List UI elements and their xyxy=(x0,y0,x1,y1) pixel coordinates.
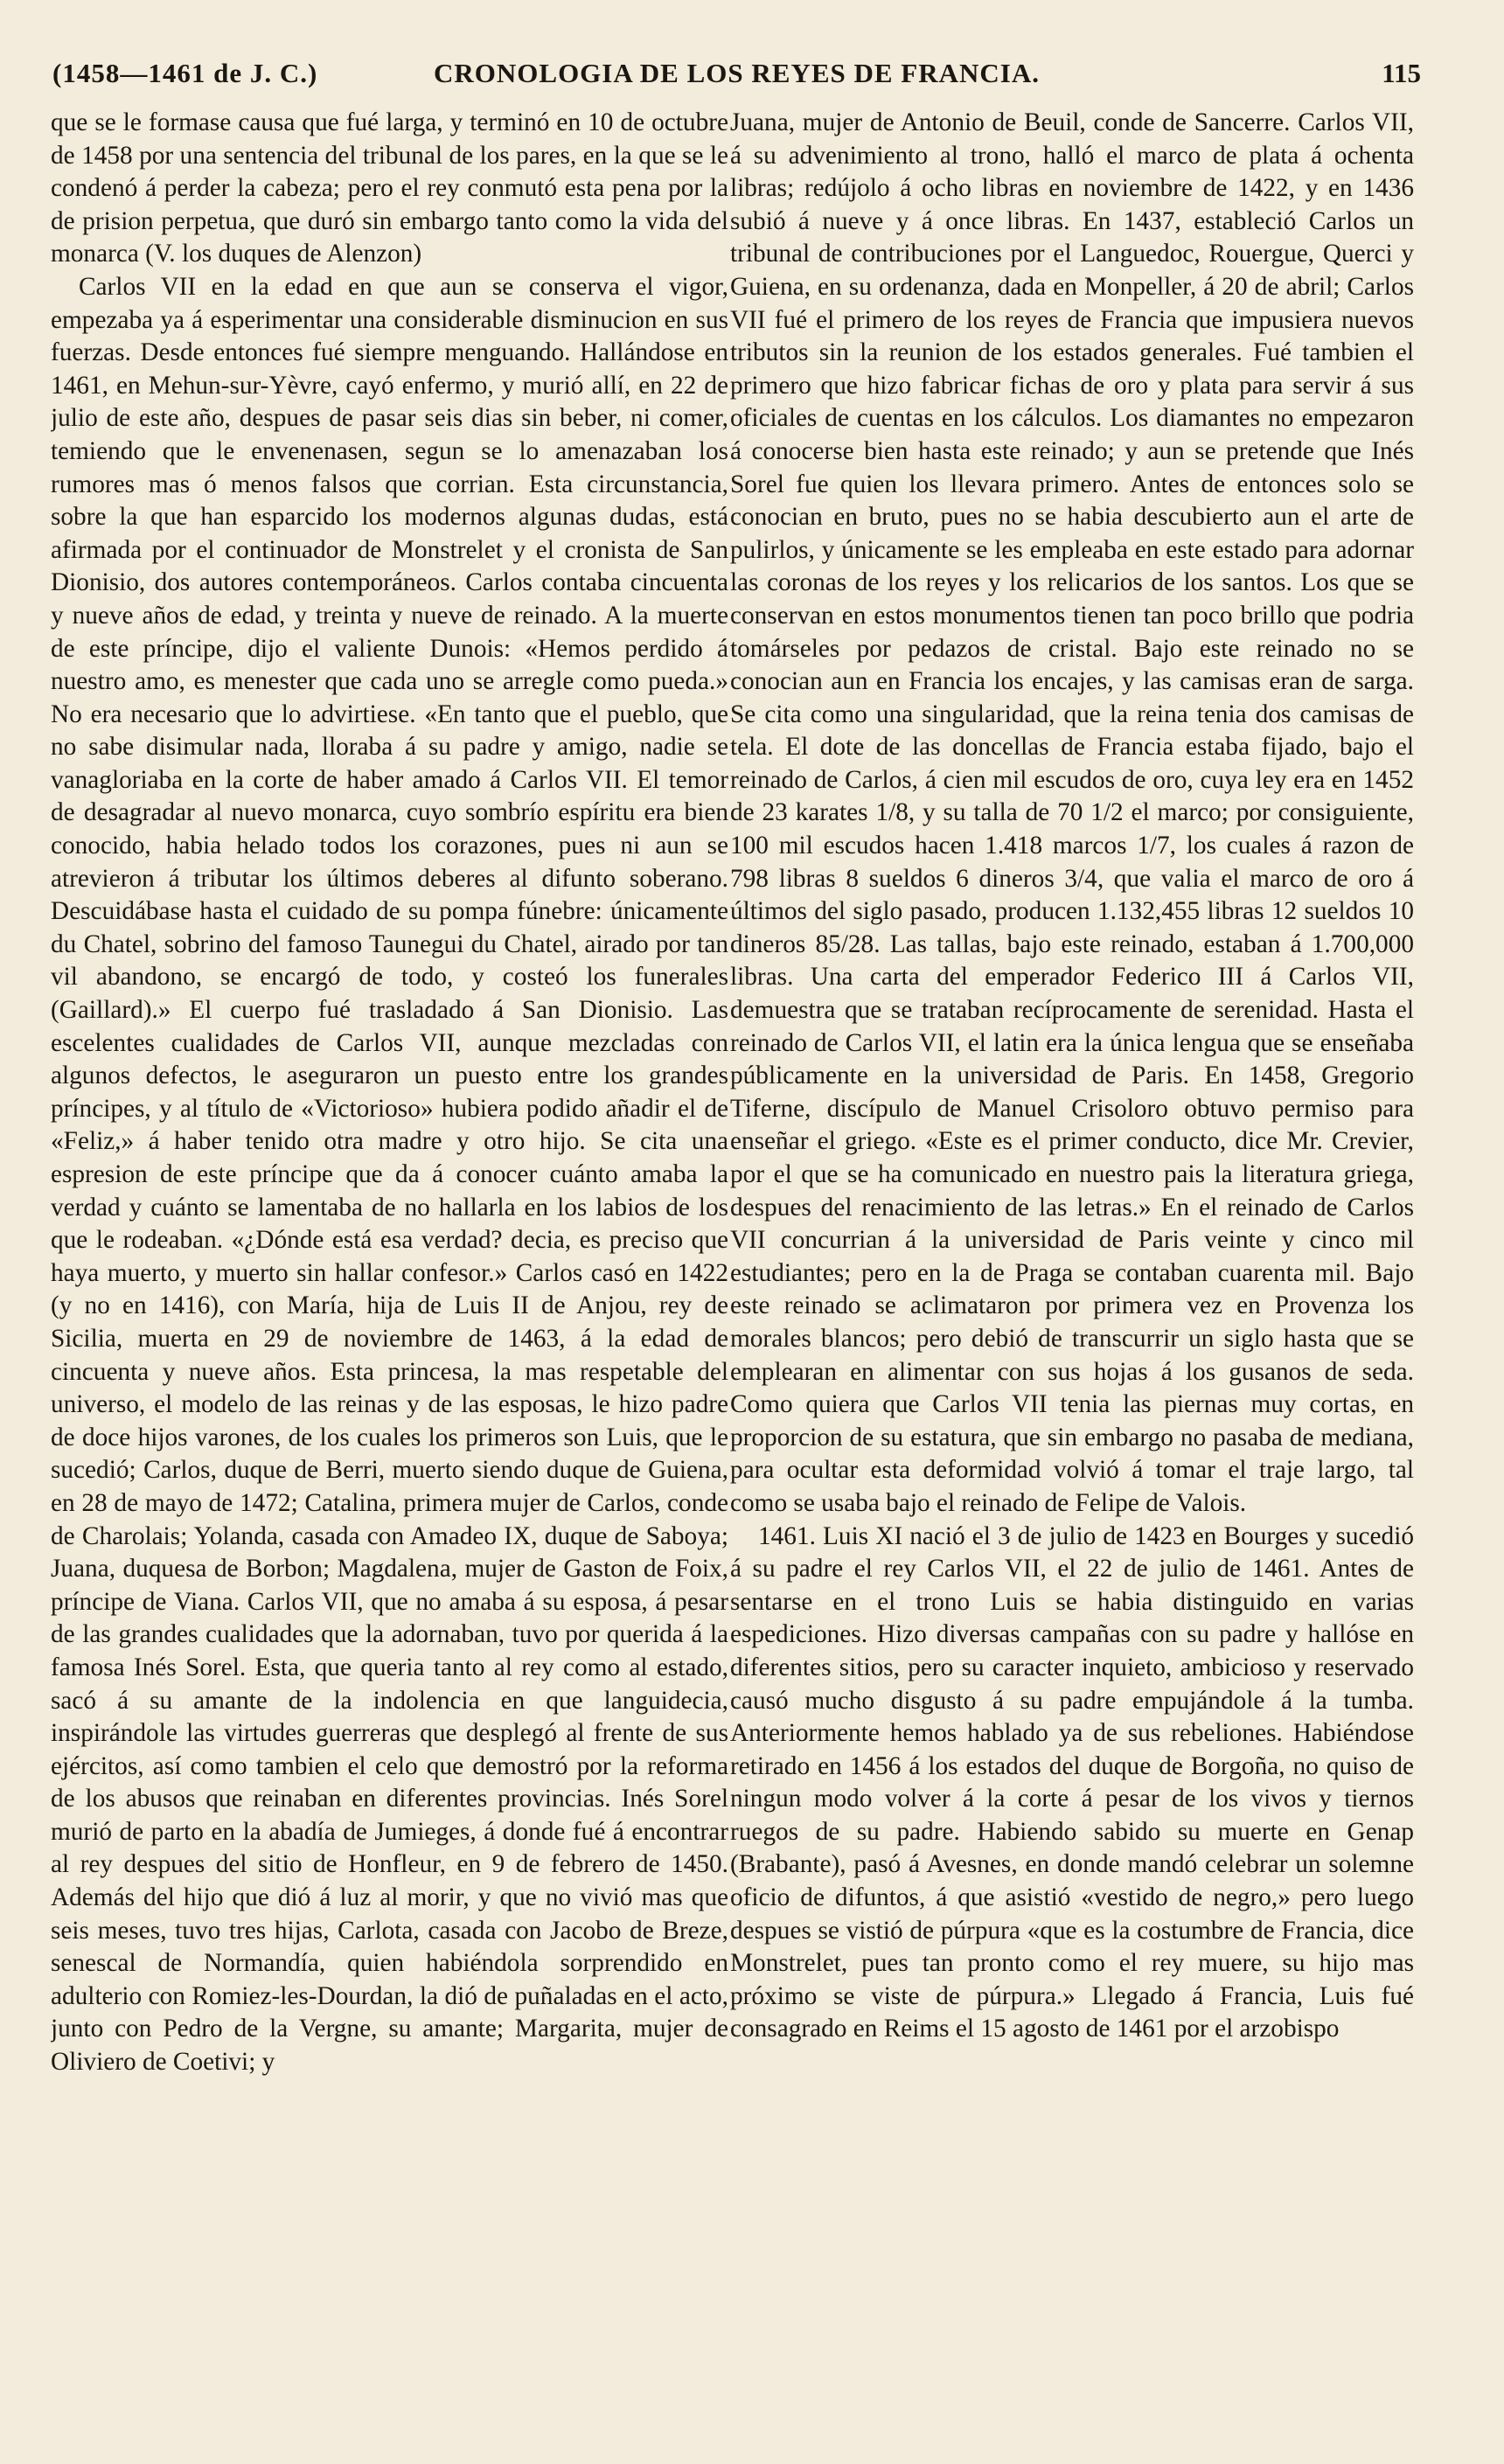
right-column xyxy=(730,107,1414,2441)
running-header xyxy=(52,51,1421,100)
page-number: 115 xyxy=(1382,58,1421,88)
left-paragraph-1: que se le formase causa que fué larga, y terminó en 10 de octubre de 1458 por una sentencia del tribunal de los pares, en la que se le condenó á perder la cabeza; pero el rey conmutó esta pena por la de prision perpetua, que duró sin embargo tanto como la vida del monarca (V. los duques de Alenzon) xyxy=(51,108,728,268)
right-paragraph-2-entry-1461: 1461. Luis XI nació el 3 de julio de 1423 en Bourges y sucedió á su padre el rey Carlos VII, el 22 de julio de 1461. Antes de sentarse en el trono Luis se habia distinguido en varias espediciones. Hizo diversas campañas con su padre y hallóse en diferentes sitios, pero su caracter inquieto, ambicioso y reservado causó mucho disgusto á su padre empujándole á la tumba. Anteriormente hemos hablado ya de sus rebeliones. Habiéndose retirado en 1456 á los estados del duque de Borgoña, no quiso de ningun modo volver á la corte á pesar de los vivos y tiernos ruegos de su padre. Habiendo sabido su muerte en Genap (Brabante), pasó á Avesnes, en donde mandó celebrar un solemne oficio de difuntos, á que asistió «vestido de negro,» pero luego despues se vistió de púrpura «que es la costumbre de Francia, dice Monstrelet, pues tan pronto como el rey muere, su hijo mas próximo se viste de púrpura.» Llegado á Francia, Luis fué consagrado en Reims el 15 agosto de 1461 por el arzobispo xyxy=(730,1521,1414,2043)
left-column xyxy=(51,107,728,2441)
left-paragraph-2: Carlos VII en la edad en que aun se conserva el vigor, empezaba ya á esperimentar una considerable disminucion en sus fuerzas. Desde entonces fué siempre menguando. Hallándose en 1461, en Mehun-sur-Yèvre, cayó enfermo, y murió allí, en 22 de julio de este año, despues de pasar seis dias sin beber, ni comer, temiendo que le envenenasen, segun se lo amenazaban los rumores mas ó menos falsos que corrian. Esta circunstancia, sobre la que han esparcido los modernos algunas dudas, está afirmada por el continuador de Monstrelet y el cronista de San Dionisio, dos autores contemporáneos. Carlos contaba cincuenta y nueve años de edad, y treinta y nueve de reinado. A la muerte de este príncipe, dijo el valiente Dunois: «Hemos perdido á nuestro amo, es menester que cada uno se arregle como pueda.» No era necesario que lo advirtiese. «En tanto que el pueblo, que no sabe disimular nada, lloraba á su padre y amigo, nadie se vanagloriaba en la corte de haber amado á Carlos VII. El temor de desagradar al nuevo monarca, cuyo sombrío espíritu era bien conocido, habia helado todos los corazones, pues ni aun se atrevieron á tributar los últimos deberes al difunto soberano. Descuidábase hasta el cuidado de su pompa fúnebre: únicamente du Chatel, sobrino del famoso Taunegui du Chatel, airado por tan vil abandono, se encargó de todo, y costeó los funerales (Gaillard).» El cuerpo fué trasladado á San Dionisio. Las escelentes cualidades de Carlos VII, aunque mezcladas con algunos defectos, le aseguraron un puesto entre los grandes príncipes, y al título de «Victorioso» hubiera podido añadir el de «Feliz,» á haber tenido otra madre y otro hijo. Se cita una espresion de este príncipe que da á conocer cuánto amaba la verdad y cuánto se lamentaba de no hallarla en los labios de los que le rodeaban. «¿Dónde está esa verdad? decia, es preciso que haya muerto, y muerto sin hallar confesor.» Carlos casó en 1422 (y no en 1416), con María, hija de Luis II de Anjou, rey de Sicilia, muerta en 29 de noviembre de 1463, á la edad de cincuenta y nueve años. Esta princesa, la mas respetable del universo, el modelo de las reinas y de las esposas, le hizo padre de doce hijos varones, de los cuales los primeros son Luis, que le sucedió; Carlos, duque de Berri, muerto siendo duque de Guiena, en 28 de mayo de 1472; Catalina, primera mujer de Carlos, conde de Charolais; Yolanda, casada con Amadeo IX, duque de Saboya; Juana, duquesa de Borbon; Magdalena, mujer de Gaston de Foix, príncipe de Viana. Carlos VII, que no amaba á su esposa, á pesar de las grandes cualidades que la adornaban, tuvo por querida á la famosa Inés Sorel. Esta, que queria tanto al rey como al estado, sacó á su amante de la indolencia en que languidecia, inspirándole las virtudes guerreras que desplegó al frente de sus ejércitos, así como tambien el celo que demostró por la reforma de los abusos que reinaban en diferentes provincias. Inés Sorel murió de parto en la abadía de Jumieges, á donde fué á encontrar al rey despues del sitio de Honfleur, en 9 de febrero de 1450. Además del hijo que dió á luz al morir, y que no vivió mas que seis meses, tuvo tres hijas, Carlota, casada con Jacobo de Breze, senescal de Normandía, quien habiéndola sorprendido en adulterio con Romiez-les-Dourdan, la dió de puñaladas en el acto, junto con Pedro de la Vergne, su amante; Margarita, mujer de Oliviero de Coetivi; y xyxy=(51,272,728,2077)
right-paragraph-1: Juana, mujer de Antonio de Beuil, conde de Sancerre. Carlos VII, á su advenimiento al trono, halló el marco de plata á ochenta libras; redújolo á ocho libras en noviembre de 1422, y en 1436 subió á nueve y á once libras. En 1437, estableció Carlos un tribunal de contribuciones por el Languedoc, Rouergue, Querci y Guiena, en su ordenanza, dada en Monpeller, á 20 de abril; Carlos VII fué el primero de los reyes de Francia que impusiera nuevos tributos sin la reunion de los estados generales. Fué tambien el primero que hizo fabricar fichas de oro y plata para servir á sus oficiales de cuentas en los cálculos. Los diamantes no empezaron á conocerse bien hasta este reinado; y aun se pretende que Inés Sorel fue quien los llevara primero. Antes de entonces solo se conocian en bruto, pues no se habia descubierto aun el arte de pulirlos, y únicamente se les empleaba en este estado para adornar las coronas de los reyes y los relicarios de los santos. Los que se conservan en estos monumentos tienen tan poco brillo que podria tomárseles por pedazos de cristal. Bajo este reinado no se conocian aun en Francia los encajes, y las camisas eran de sarga. Se cita como una singularidad, que la reina tenia dos camisas de tela. El dote de las doncellas de Francia estaba fijado, bajo el reinado de Carlos, á cien mil escudos de oro, cuya ley era en 1452 de 23 karates 1/8, y su talla de 70 1/2 el marco; por consiguiente, 100 mil escudos hacen 1.418 marcos 1/7, los cuales á razon de 798 libras 8 sueldos 6 dineros 3/4, que valia el marco de oro á últimos del siglo pasado, producen 1.132,455 libras 12 sueldos 10 dineros 85/28. Las tallas, bajo este reinado, estaban á 1.700,000 libras. Una carta del emperador Federico III á Carlos VII, demuestra que se trataban recíprocamente de serenidad. Hasta el reinado de Carlos VII, el latin era la única lengua que se enseñaba públicamente en la universidad de Paris. En 1458, Gregorio Tiferne, discípulo de Manuel Crisoloro obtuvo permiso para enseñar el griego. «Este es el primer conducto, dice Mr. Crevier, por el que se ha comunicado en nuestro pais la literatura griega, despues del renacimiento de las letras.» En el reinado de Carlos VII concurrian á la universidad de Paris veinte y cinco mil estudiantes; pero en la de Praga se contaban cuarenta mil. Bajo este reinado se aclimataron por primera vez en Provenza los morales blancos; pero debió de transcurrir un siglo hasta que se emplearan en alimentar con sus hojas á los gusanos de seda. Como quiera que Carlos VII tenia las piernas muy cortas, en proporcion de su estatura, que sin embargo no pasaba de mediana, para ocultar esta deformidad volvió á tomar el traje largo, tal como se usaba bajo el reinado de Felipe de Valois. xyxy=(730,108,1414,1517)
header-date-range: (1458—1461 de J. C.) xyxy=(52,58,318,88)
header-title: CRONOLOGIA DE LOS REYES DE FRANCIA. xyxy=(434,58,1040,88)
